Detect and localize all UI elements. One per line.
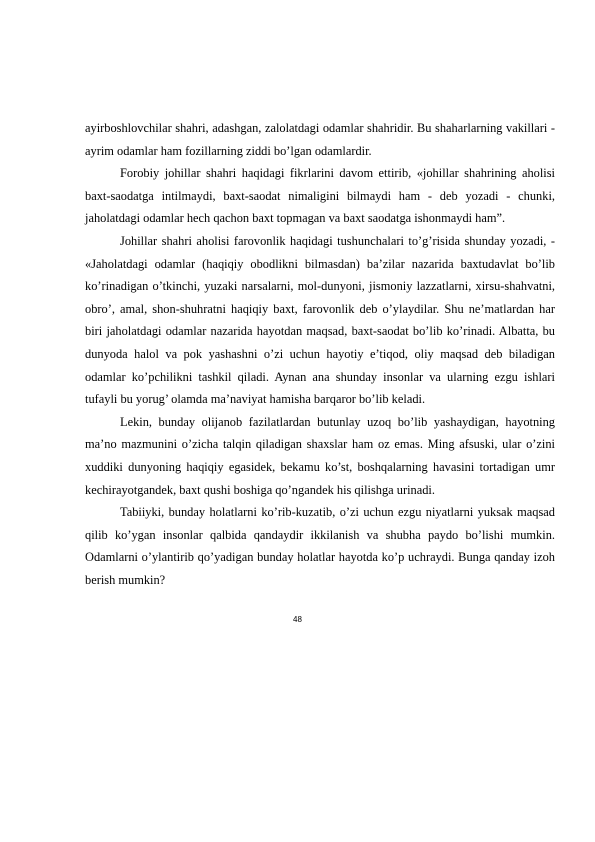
- paragraph-4: Lekin, bunday olijanob fazilatlardan butunlay uzoq bo’lib yashaydigan, hayotning ma’no mazmunini o’zicha talqin qiladigan shaxslar ham oz emas. Ming afsuski, ular o’zini xuddiki dunyoning haqiqiy egasidek, bekamu ko’st, boshqalarning havasini tortadigan umr kechirayotgandek, baxt qushi boshiga qo’ngandek his qilishga urinadi.: [85, 414, 555, 497]
- body-text: [85, 117, 555, 591]
- page-number: 48: [293, 615, 302, 624]
- paragraph-1: ayirboshlovchilar shahri, adashgan, zalolatdagi odamlar shahridir. Bu shaharlarning vakillari - ayrim odamlar ham fozillarning ziddi bo’lgan odamlardir.: [85, 121, 555, 158]
- paragraph-2: Forobiy johillar shahri haqidagi fikrlarini davom ettirib, «johillar shahrining aholisi baxt-saodatga intilmaydi, baxt-saodat nimaligini bilmaydi ham - deb yozadi - chunki, jaholatdagi odamlar hech qachon baxt topmagan va baxt saodatga ishonmaydi ham”.: [85, 166, 555, 226]
- paragraph-5: Tabiiyki, bunday holatlarni ko’rib-kuzatib, o’zi uchun ezgu niyatlarni yuksak maqsad qilib ko’ygan insonlar qalbida qandaydir ikkilanish va shubha paydo bo’lishi mumkin. Odamlarni o’ylantirib qo’yadigan bunday holatlar hayotda ko’p uchraydi. Bunga qanday izoh berish mumkin?: [85, 505, 555, 587]
- paragraph-3: Johillar shahri aholisi farovonlik haqidagi tushunchalari to’g’risida shunday yozadi, - «Jaholatdagi odamlar (haqiqiy obodlikni bilmasdan) ba’zilar nazarida baxtudavlat bo’lib ko’rinadigan o’tkinchi, yuzaki narsalarni, mol-dunyoni, jismoniy lazzatlarni, xirsu-shahvatni, obro’, amal, shon-shuhratni haqiqiy baxt, farovonlik deb o’ylaydilar. Shu ne’matlardan har biri jaholatdagi odamlar nazarida hayotdan maqsad, baxt-saodat bo’lib ko’rinadi. Albatta, bu dunyoda halol va pok yashashni o’zi uchun hayotiy e’tiqod, oliy maqsad deb biladigan odamlar ko’pchilikni tashkil qiladi. Aynan ana shunday insonlar va ularning ezgu ishlari tufayli bu yorug’ olamda ma’naviyat hamisha barqaror bo’lib keladi.: [85, 233, 555, 407]
